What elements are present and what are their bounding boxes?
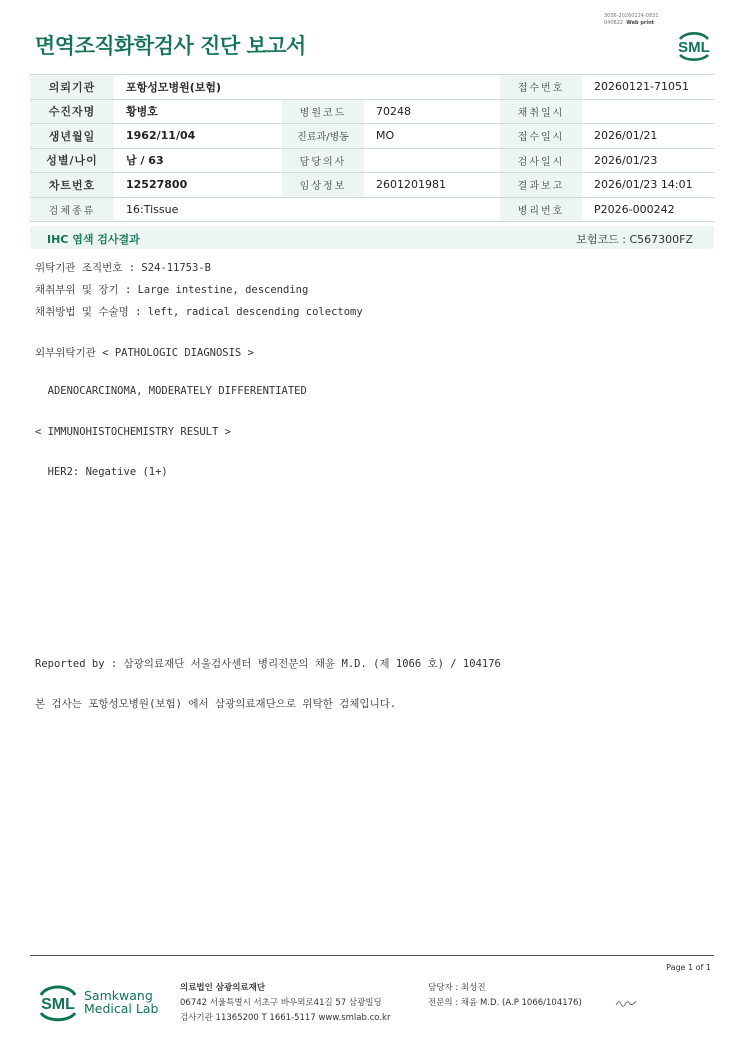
signature-icon	[614, 998, 640, 1008]
document-code	[604, 13, 659, 27]
ihc-result-heading: < IMMUNOHISTOCHEMISTRY RESULT >	[35, 426, 231, 438]
result-report-value: 2026/01/23 14:01	[582, 173, 714, 198]
manager-line: 담당자 : 최성진	[428, 983, 486, 993]
ihc-section-title: IHC 염색 검사결과	[47, 233, 140, 246]
pathologic-diagnosis-heading: 외부위탁기관 < PATHOLOGIC DIAGNOSIS >	[35, 347, 254, 359]
test-date-label: 검사일시	[500, 148, 582, 173]
pathology-number-label: 병리번호	[500, 197, 582, 222]
result-report-label: 결과보고	[500, 173, 582, 198]
document-code-line2: 040822	[604, 20, 624, 26]
brand-name-line2: Medical Lab	[84, 1001, 159, 1016]
department-label: 진료과/병동	[282, 124, 364, 149]
sml-footer-logo-icon	[36, 980, 80, 1024]
hospital-code-value: 70248	[364, 99, 500, 124]
patient-name-label: 수진자명	[30, 99, 114, 124]
sex-age-label: 성별/나이	[30, 148, 114, 173]
sml-logo-text: SML	[678, 39, 710, 56]
page-title: 면역조직화학검사 진단 보고서	[35, 34, 306, 58]
her2-result-line: HER2: Negative (1+)	[35, 466, 168, 478]
brand-name	[84, 989, 158, 1015]
collection-date-label: 채취일시	[500, 99, 582, 124]
receipt-date-label: 접수일시	[500, 124, 582, 149]
chart-number-value: 12527800	[114, 173, 282, 198]
procedure-line: 채취방법 및 수술명 : left, radical descending colectomy	[35, 306, 363, 318]
receipt-date-value: 2026/01/21	[582, 124, 714, 149]
specimen-id-line: 위탁기관 조직번호 : S24-11753-B	[35, 262, 211, 274]
specimen-type-value: 16:Tissue	[114, 197, 500, 222]
pathology-number-value: P2026-000242	[582, 197, 714, 222]
sml-logo-icon	[674, 26, 714, 64]
table-row	[30, 99, 714, 124]
page-number: Page 1 of 1	[666, 963, 711, 972]
collection-site-line: 채취부위 및 장기 : Large intestine, descending	[35, 284, 309, 296]
hospital-code-label: 병원코드	[282, 99, 364, 124]
doctor-label: 담당의사	[282, 148, 364, 173]
birth-date-label: 생년월일	[30, 124, 114, 149]
receipt-number-value: 20260121-71051	[582, 75, 714, 100]
table-row	[30, 197, 714, 222]
organization-contact: 검사기관 11365200 T 1661-5117 www.smlab.co.kr	[180, 1013, 391, 1023]
ihc-section-header	[30, 226, 714, 249]
receipt-number-label: 접수번호	[500, 75, 582, 100]
specialist-line: 전문의 : 채윤 M.D. (A.P 1066/104176)	[428, 998, 582, 1008]
patient-info-table	[30, 74, 714, 222]
requesting-institution-label: 의뢰기관	[30, 75, 114, 100]
table-row	[30, 75, 714, 100]
test-date-value: 2026/01/23	[582, 148, 714, 173]
table-row	[30, 148, 714, 173]
sex-age-value: 남 / 63	[114, 148, 282, 173]
insurance-code: 보험코드 : C567300FZ	[576, 233, 693, 246]
reported-by-line: Reported by : 삼광의료재단 서울검사센터 병리전문의 채윤 M.D. (제 1066 호) / 104176	[35, 658, 501, 670]
doctor-value	[364, 148, 500, 173]
organization-address: 06742 서울특별시 서초구 바우뫼로41길 57 삼광빌딩	[180, 998, 382, 1008]
organization-info	[180, 981, 390, 1026]
sml-footer-logo-text: SML	[41, 996, 75, 1013]
document-code-line1: 3036-20260124-0831	[604, 13, 659, 19]
staff-info	[428, 981, 582, 1011]
referral-note-line: 본 검사는 포항성모병원(보험) 에서 삼광의료재단으로 위탁한 검체입니다.	[35, 698, 397, 710]
footer-divider	[30, 955, 714, 956]
collection-date-value	[582, 99, 714, 124]
specimen-type-label: 검체종류	[30, 197, 114, 222]
clinical-info-value: 2601201981	[364, 173, 500, 198]
web-print-label: Web print	[626, 20, 655, 26]
organization-name: 의료법인 삼광의료재단	[180, 983, 266, 993]
diagnosis-line: ADENOCARCINOMA, MODERATELY DIFFERENTIATED	[35, 385, 307, 397]
birth-date-value: 1962/11/04	[114, 124, 282, 149]
patient-name-value: 황병호	[114, 99, 282, 124]
requesting-institution-value: 포항성모병원(보험)	[114, 75, 500, 100]
clinical-info-label: 임상정보	[282, 173, 364, 198]
table-row	[30, 124, 714, 149]
department-value: MO	[364, 124, 500, 149]
chart-number-label: 차트번호	[30, 173, 114, 198]
table-row	[30, 173, 714, 198]
brand-name-line1: Samkwang	[84, 988, 153, 1003]
